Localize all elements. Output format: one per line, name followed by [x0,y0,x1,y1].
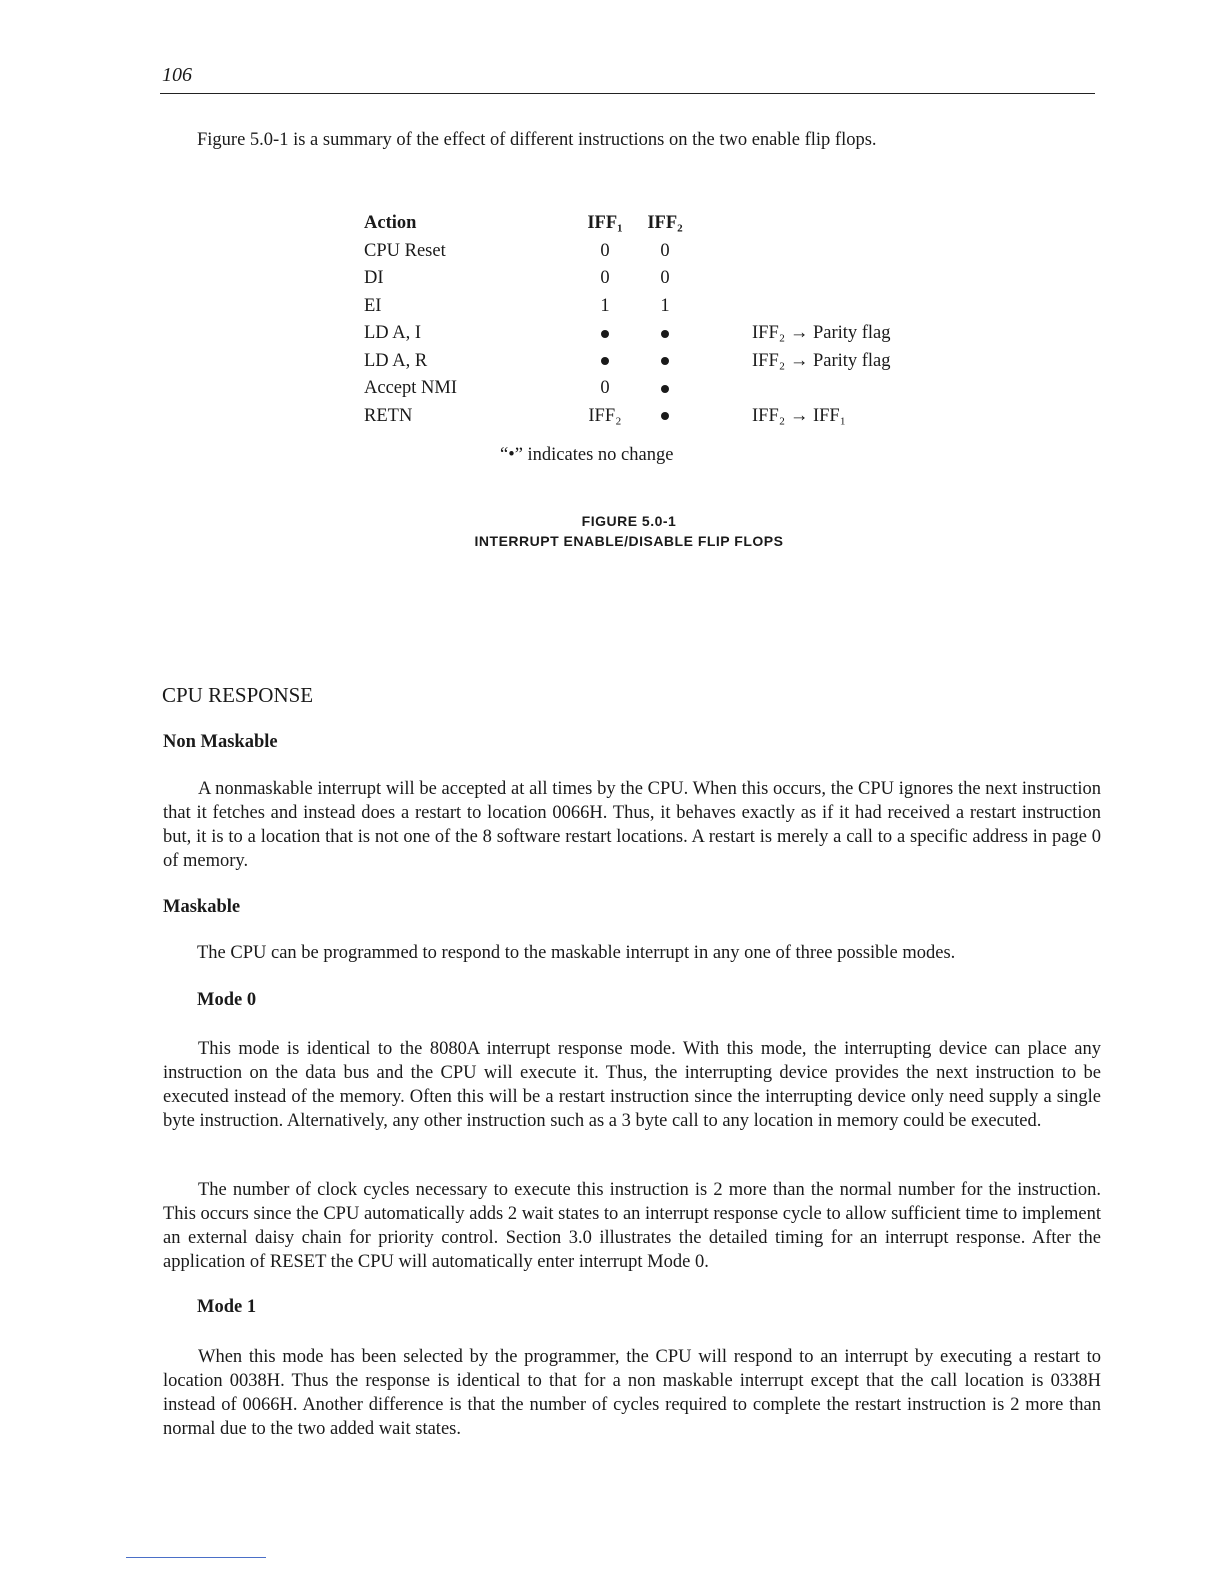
intro-text: Figure 5.0-1 is a summary of the effect of different instructions on the two enable flip flops. [197,130,877,150]
table-header [364,213,964,241]
cell-action: LD A, I [364,323,422,343]
maskable-paragraph: The CPU can be programmed to respond to the maskable interrupt in any one of three possible modes. [197,943,956,963]
cell-action: CPU Reset [364,240,446,261]
table-row [364,296,964,324]
footer-rule [126,1557,266,1558]
no-change-bullet-icon [601,330,609,338]
cell-note: IFF₂ → Parity flag [752,323,891,343]
no-change-bullet-icon [661,412,669,420]
page-number: 106 [162,64,192,86]
table-row [364,268,964,296]
cell-note: IFF₂ → IFF₁ [752,405,847,426]
no-change-bullet-icon [661,330,669,338]
mode0-paragraph-1: This mode is identical to the 8080A interrupt response mode. With this mode, the interrupting device can place any instruction on the data bus and the CPU will execute it. Thus, the interrupting device provides the next instruction to be executed instead of the memory. Often this will be a restart instruction since the interrupting device only need supply a single byte instruction. Alternatively, any other instruction such as a 3 byte call to any location in memory could be executed. [163,1039,1101,1131]
section-title: CPU RESPONSE [162,683,314,707]
cell-iff2: 0 [660,268,670,288]
header-rule [160,93,1095,94]
cell-action: DI [364,268,384,288]
nonmaskable-paragraph: A nonmaskable interrupt will be accepted at all times by the CPU. When this occurs, the CPU ignores the next instruction that it fetches and instead does a restart to location 0066H. Thus, it behaves exactly as if it had received a restart instruction but, it is to a location that is not one of the 8 software restart locations. A restart is merely a call to a specific address in page 0 of memory. [163,779,1101,871]
table-row [364,378,964,406]
figure-title: INTERRUPT ENABLE/DISABLE FLIP FLOPS [474,533,784,549]
cell-iff1 [584,323,626,344]
cell-action: LD A, R [364,350,428,371]
no-change-bullet-icon [661,385,669,393]
table-row [364,351,964,379]
cell-action: EI [364,295,382,316]
mode0-heading: Mode 0 [197,990,257,1010]
cell-iff1: 0 [600,240,610,261]
cell-iff2 [644,323,686,344]
table-row [364,241,964,269]
header-iff2: IFF₂ [647,213,683,233]
cell-iff1 [584,351,626,372]
header-action: Action [364,213,417,233]
flip-flop-table [364,213,964,433]
cell-action: Accept NMI [364,378,457,398]
cell-iff1: IFF₂ [588,405,622,426]
mode0-paragraph-2: The number of clock cycles necessary to execute this instruction is 2 more than the normal number for the instruction. This occurs since the CPU automatically adds 2 wait states to an interrupt response cycle to allow sufficient time to implement an external daisy chain for priority control. Section 3.0 illustrates the detailed timing for an interrupt response. After the application of RESET the CPU will automatically enter interrupt Mode 0. [163,1180,1101,1272]
cell-action: RETN [364,405,413,426]
header-iff1: IFF₁ [587,213,623,233]
nonmaskable-heading: Non Maskable [163,732,278,752]
maskable-heading: Maskable [163,897,241,917]
cell-note: IFF₂ → Parity flag [752,350,891,371]
cell-iff1: 0 [600,268,610,288]
table-row [364,323,964,351]
no-change-bullet-icon [601,357,609,365]
cell-iff2: 0 [660,240,670,261]
cell-iff1: 0 [600,378,610,398]
mode1-heading: Mode 1 [197,1297,257,1317]
figure-label: FIGURE 5.0-1 [581,513,677,529]
cell-iff1: 1 [600,295,610,316]
cell-iff2 [644,378,686,399]
cell-iff2: 1 [660,295,670,316]
mode1-paragraph: When this mode has been selected by the programmer, the CPU will respond to an interrupt by executing a restart to location 0038H. Thus the response is identical to that for a non maskable interrupt except that the call location is 0338H instead of 0066H. Another difference is that the number of cycles required to complete the restart instruction is 2 more than normal due to the two added wait states. [163,1347,1101,1439]
table-legend: “•” indicates no change [500,445,674,465]
table-row [364,406,964,434]
no-change-bullet-icon [661,357,669,365]
table-body [364,241,964,434]
cell-iff2 [644,406,686,427]
cell-iff2 [644,351,686,372]
